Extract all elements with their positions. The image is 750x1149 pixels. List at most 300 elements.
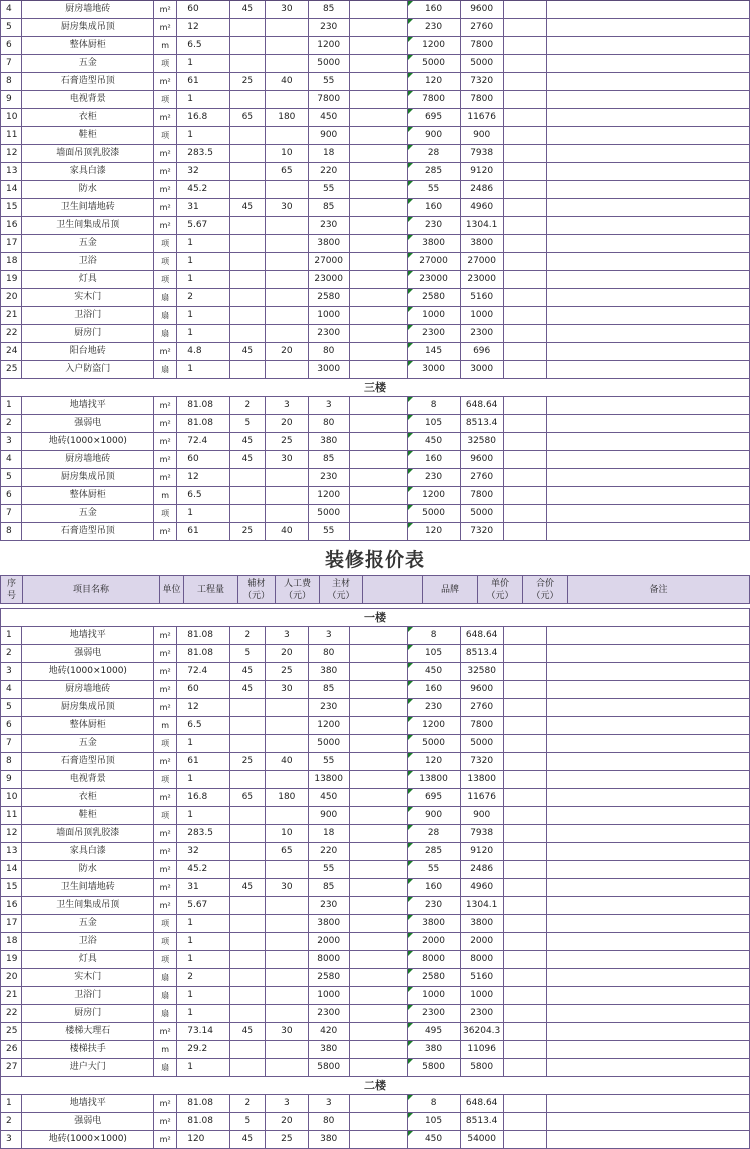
total-price-cell: 4960: [461, 199, 504, 216]
remark-cell: [504, 843, 547, 860]
brand-cell: [350, 735, 408, 752]
remark-cell: [547, 879, 750, 896]
total-price-cell: 2760: [461, 699, 504, 716]
table-row: [0, 307, 750, 325]
remark-cell: [547, 807, 750, 824]
aux-material-cell: [230, 951, 267, 968]
table-header: [0, 575, 750, 604]
unit-cell: m²: [154, 73, 177, 90]
table-row: [0, 55, 750, 73]
unit-cell: 项: [154, 505, 177, 522]
aux-material-cell: 45: [230, 343, 267, 360]
quantity-cell: 60: [177, 1, 229, 18]
labor-cell: 30: [266, 1023, 308, 1040]
main-material-cell: 1200: [309, 37, 350, 54]
unit-cell: m²: [154, 397, 177, 414]
remark-cell: [547, 915, 750, 932]
table-row: [0, 469, 750, 487]
labor-cell: 20: [266, 1113, 308, 1130]
quantity-cell: 1: [177, 127, 229, 144]
main-material-cell: 3800: [309, 915, 350, 932]
unit-price-cell: 8: [408, 1095, 461, 1112]
total-price-cell: 32580: [461, 663, 504, 680]
main-material-cell: 1000: [309, 987, 350, 1004]
quantity-cell: 283.5: [177, 145, 229, 162]
unit-price-cell: 105: [408, 645, 461, 662]
aux-material-cell: 45: [230, 1, 267, 18]
item-name-cell: 石膏造型吊顶: [22, 523, 154, 540]
total-price-cell: 2000: [461, 933, 504, 950]
table-row: [0, 1131, 750, 1149]
aux-material-cell: 45: [230, 663, 267, 680]
unit-price-cell: 695: [408, 109, 461, 126]
labor-cell: [266, 19, 308, 36]
remark-cell: [547, 753, 750, 770]
labor-cell: 65: [266, 843, 308, 860]
unit-price-cell: 3800: [408, 235, 461, 252]
table-row: [0, 951, 750, 969]
quantity-cell: 12: [177, 699, 229, 716]
unit-price-cell: 495: [408, 1023, 461, 1040]
table-row: [0, 73, 750, 91]
brand-cell: [350, 217, 408, 234]
row-number-cell: 4: [0, 681, 22, 698]
labor-cell: 30: [266, 199, 308, 216]
table-row: [0, 397, 750, 415]
main-material-cell: 220: [309, 843, 350, 860]
table-row: [0, 361, 750, 379]
main-material-cell: 13800: [309, 771, 350, 788]
row-number-cell: 2: [0, 1113, 22, 1130]
labor-cell: [266, 55, 308, 72]
labor-cell: [266, 897, 308, 914]
table-row: [0, 163, 750, 181]
quantity-cell: 72.4: [177, 663, 229, 680]
aux-material-cell: [230, 825, 267, 842]
remark-cell: [504, 987, 547, 1004]
brand-cell: [350, 325, 408, 342]
row-number-cell: 6: [0, 487, 22, 504]
unit-cell: m²: [154, 145, 177, 162]
item-name-cell: 地墙找平: [22, 397, 154, 414]
brand-cell: [350, 91, 408, 108]
row-number-cell: 18: [0, 933, 22, 950]
remark-cell: [547, 73, 750, 90]
brand-cell: [350, 163, 408, 180]
quantity-cell: 1: [177, 735, 229, 752]
unit-cell: m²: [154, 753, 177, 770]
header-remark: 备注: [568, 576, 750, 603]
item-name-cell: 整体厨柜: [22, 717, 154, 734]
remark-cell: [547, 1059, 750, 1076]
labor-cell: 30: [266, 681, 308, 698]
unit-cell: m²: [154, 163, 177, 180]
main-material-cell: 55: [309, 523, 350, 540]
header-unit-price: 单价 （元）: [478, 576, 523, 603]
total-price-cell: 54000: [461, 1131, 504, 1148]
remark-cell: [504, 627, 547, 644]
unit-cell: m²: [154, 1131, 177, 1148]
aux-material-cell: 45: [230, 879, 267, 896]
table-row: [0, 699, 750, 717]
brand-cell: [350, 523, 408, 540]
header-blank: [363, 576, 423, 603]
unit-cell: m²: [154, 663, 177, 680]
item-name-cell: 厨房集成吊顶: [22, 19, 154, 36]
brand-cell: [350, 19, 408, 36]
remark-cell: [547, 253, 750, 270]
row-number-cell: 13: [0, 843, 22, 860]
item-name-cell: 地墙找平: [22, 1095, 154, 1112]
row-number-cell: 16: [0, 897, 22, 914]
labor-cell: [266, 861, 308, 878]
remark-cell: [547, 163, 750, 180]
remark-cell: [547, 325, 750, 342]
row-number-cell: 3: [0, 663, 22, 680]
item-name-cell: 强弱电: [22, 415, 154, 432]
labor-cell: [266, 235, 308, 252]
unit-price-cell: 1000: [408, 987, 461, 1004]
aux-material-cell: 25: [230, 753, 267, 770]
unit-price-cell: 5000: [408, 55, 461, 72]
quantity-cell: 81.08: [177, 1113, 229, 1130]
table-row: [0, 1023, 750, 1041]
remark-cell: [547, 289, 750, 306]
labor-cell: [266, 271, 308, 288]
labor-cell: 25: [266, 663, 308, 680]
total-price-cell: 1000: [461, 307, 504, 324]
remark-cell: [547, 681, 750, 698]
unit-price-cell: 2300: [408, 325, 461, 342]
brand-cell: [350, 271, 408, 288]
remark-cell: [504, 397, 547, 414]
item-name-cell: 整体厨柜: [22, 37, 154, 54]
main-material-cell: 230: [309, 19, 350, 36]
unit-cell: 扇: [154, 969, 177, 986]
table-row: [0, 645, 750, 663]
row-number-cell: 5: [0, 19, 22, 36]
item-name-cell: 五金: [22, 505, 154, 522]
row-number-cell: 19: [0, 271, 22, 288]
quantity-cell: 120: [177, 1131, 229, 1148]
aux-material-cell: [230, 127, 267, 144]
table-row: [0, 735, 750, 753]
unit-price-cell: 5000: [408, 505, 461, 522]
table-row: [0, 663, 750, 681]
table-row: [0, 987, 750, 1005]
table-row: [0, 1095, 750, 1113]
unit-price-cell: 160: [408, 1, 461, 18]
item-name-cell: 鞋柜: [22, 127, 154, 144]
aux-material-cell: [230, 325, 267, 342]
page-title: 装修报价表: [324, 549, 425, 571]
row-number-cell: 7: [0, 55, 22, 72]
row-number-cell: 7: [0, 735, 22, 752]
total-price-cell: 900: [461, 127, 504, 144]
aux-material-cell: [230, 843, 267, 860]
header-seq: 序 号: [0, 576, 23, 603]
brand-cell: [350, 933, 408, 950]
aux-material-cell: [230, 969, 267, 986]
unit-cell: m: [154, 37, 177, 54]
remark-cell: [504, 897, 547, 914]
row-number-cell: 6: [0, 717, 22, 734]
main-material-cell: 18: [309, 145, 350, 162]
item-name-cell: 石膏造型吊顶: [22, 73, 154, 90]
unit-cell: m²: [154, 879, 177, 896]
quantity-cell: 1: [177, 951, 229, 968]
quantity-cell: 12: [177, 469, 229, 486]
remark-cell: [547, 663, 750, 680]
unit-cell: m²: [154, 469, 177, 486]
quantity-cell: 1: [177, 253, 229, 270]
unit-price-cell: 230: [408, 469, 461, 486]
total-price-cell: 2300: [461, 1005, 504, 1022]
unit-price-cell: 8: [408, 627, 461, 644]
quantity-cell: 1: [177, 271, 229, 288]
unit-cell: 扇: [154, 361, 177, 378]
item-name-cell: 墙面吊顶乳胶漆: [22, 145, 154, 162]
unit-cell: 扇: [154, 289, 177, 306]
main-material-cell: 230: [309, 469, 350, 486]
quantity-cell: 60: [177, 681, 229, 698]
item-name-cell: 家具白漆: [22, 163, 154, 180]
remark-cell: [547, 451, 750, 468]
aux-material-cell: [230, 915, 267, 932]
quantity-cell: 5.67: [177, 217, 229, 234]
unit-cell: m²: [154, 217, 177, 234]
labor-cell: [266, 253, 308, 270]
quantity-cell: 12: [177, 19, 229, 36]
aux-material-cell: [230, 505, 267, 522]
unit-price-cell: 900: [408, 127, 461, 144]
brand-cell: [350, 1023, 408, 1040]
quantity-cell: 16.8: [177, 109, 229, 126]
unit-price-cell: 450: [408, 1131, 461, 1148]
total-price-cell: 8513.4: [461, 415, 504, 432]
unit-cell: m²: [154, 1023, 177, 1040]
unit-cell: 项: [154, 91, 177, 108]
row-number-cell: 10: [0, 109, 22, 126]
remark-cell: [504, 1131, 547, 1148]
unit-price-cell: 3000: [408, 361, 461, 378]
remark-cell: [547, 37, 750, 54]
aux-material-cell: 45: [230, 681, 267, 698]
labor-cell: [266, 127, 308, 144]
quantity-cell: 1: [177, 987, 229, 1004]
labor-cell: 20: [266, 415, 308, 432]
unit-cell: 项: [154, 807, 177, 824]
aux-material-cell: [230, 289, 267, 306]
aux-material-cell: 65: [230, 789, 267, 806]
main-material-cell: 450: [309, 789, 350, 806]
unit-price-cell: 230: [408, 699, 461, 716]
quantity-cell: 1: [177, 307, 229, 324]
total-price-cell: 3000: [461, 361, 504, 378]
unit-price-cell: 2300: [408, 1005, 461, 1022]
unit-price-cell: 2580: [408, 289, 461, 306]
unit-cell: m²: [154, 627, 177, 644]
brand-cell: [350, 361, 408, 378]
remark-cell: [504, 1005, 547, 1022]
row-number-cell: 3: [0, 433, 22, 450]
item-name-cell: 厨房集成吊顶: [22, 469, 154, 486]
row-number-cell: 4: [0, 451, 22, 468]
main-material-cell: 23000: [309, 271, 350, 288]
total-price-cell: 7320: [461, 753, 504, 770]
table-row: [0, 433, 750, 451]
quantity-cell: 1: [177, 807, 229, 824]
remark-cell: [547, 433, 750, 450]
unit-cell: m²: [154, 1095, 177, 1112]
aux-material-cell: [230, 771, 267, 788]
table-row: [0, 753, 750, 771]
item-name-cell: 进户大门: [22, 1059, 154, 1076]
item-name-cell: 楼梯扶手: [22, 1041, 154, 1058]
brand-cell: [350, 663, 408, 680]
item-name-cell: 五金: [22, 735, 154, 752]
main-material-cell: 85: [309, 681, 350, 698]
item-name-cell: 厨房门: [22, 325, 154, 342]
table-row: [0, 933, 750, 951]
row-number-cell: 17: [0, 915, 22, 932]
remark-cell: [547, 1023, 750, 1040]
brand-cell: [350, 789, 408, 806]
labor-cell: [266, 717, 308, 734]
quantity-cell: 61: [177, 73, 229, 90]
labor-cell: 30: [266, 1, 308, 18]
main-material-cell: 3800: [309, 235, 350, 252]
table-row: [0, 969, 750, 987]
item-name-cell: 地砖(1000×1000): [22, 663, 154, 680]
unit-cell: m²: [154, 433, 177, 450]
labor-cell: [266, 987, 308, 1004]
unit-cell: m²: [154, 415, 177, 432]
unit-price-cell: 1200: [408, 487, 461, 504]
aux-material-cell: 2: [230, 627, 267, 644]
aux-material-cell: 5: [230, 415, 267, 432]
table-row: [0, 681, 750, 699]
table-row: [0, 879, 750, 897]
unit-price-cell: 2000: [408, 933, 461, 950]
quantity-cell: 61: [177, 523, 229, 540]
remark-cell: [504, 19, 547, 36]
labor-cell: [266, 915, 308, 932]
table-row: [0, 145, 750, 163]
brand-cell: [350, 487, 408, 504]
quantity-cell: 4.8: [177, 343, 229, 360]
unit-cell: m²: [154, 109, 177, 126]
quantity-cell: 81.08: [177, 415, 229, 432]
header-item-name: 项目名称: [23, 576, 160, 603]
item-name-cell: 石膏造型吊顶: [22, 753, 154, 770]
aux-material-cell: [230, 699, 267, 716]
brand-cell: [350, 771, 408, 788]
item-name-cell: 卫浴门: [22, 987, 154, 1004]
remark-cell: [547, 843, 750, 860]
aux-material-cell: [230, 217, 267, 234]
brand-cell: [350, 897, 408, 914]
item-name-cell: 卫生间墙地砖: [22, 199, 154, 216]
total-price-cell: 7320: [461, 73, 504, 90]
labor-cell: [266, 37, 308, 54]
unit-price-cell: 160: [408, 451, 461, 468]
quantity-cell: 45.2: [177, 181, 229, 198]
total-price-cell: 11676: [461, 109, 504, 126]
total-price-cell: 3800: [461, 915, 504, 932]
main-material-cell: 5800: [309, 1059, 350, 1076]
total-price-cell: 4960: [461, 879, 504, 896]
remark-cell: [504, 163, 547, 180]
brand-cell: [350, 1059, 408, 1076]
aux-material-cell: [230, 861, 267, 878]
unit-cell: 项: [154, 933, 177, 950]
labor-cell: 3: [266, 627, 308, 644]
total-price-cell: 2760: [461, 19, 504, 36]
row-number-cell: 22: [0, 1005, 22, 1022]
table-row: [0, 771, 750, 789]
table-row: [0, 127, 750, 145]
aux-material-cell: 45: [230, 433, 267, 450]
unit-price-cell: 1200: [408, 37, 461, 54]
remark-cell: [547, 1095, 750, 1112]
remark-cell: [504, 1059, 547, 1076]
remark-cell: [504, 289, 547, 306]
remark-cell: [547, 717, 750, 734]
brand-cell: [350, 37, 408, 54]
unit-cell: m²: [154, 843, 177, 860]
total-price-cell: 7938: [461, 145, 504, 162]
total-price-cell: 5000: [461, 55, 504, 72]
table-row: [0, 717, 750, 735]
unit-price-cell: 55: [408, 861, 461, 878]
remark-cell: [547, 181, 750, 198]
labor-cell: [266, 289, 308, 306]
unit-cell: 项: [154, 235, 177, 252]
aux-material-cell: [230, 91, 267, 108]
main-material-cell: 900: [309, 807, 350, 824]
main-material-cell: 85: [309, 879, 350, 896]
row-number-cell: 8: [0, 523, 22, 540]
aux-material-cell: [230, 235, 267, 252]
remark-cell: [547, 397, 750, 414]
item-name-cell: 卫生间墙地砖: [22, 879, 154, 896]
item-name-cell: 厨房集成吊顶: [22, 699, 154, 716]
brand-cell: [350, 505, 408, 522]
remark-cell: [504, 789, 547, 806]
brand-cell: [350, 343, 408, 360]
unit-cell: 项: [154, 55, 177, 72]
unit-price-cell: 900: [408, 807, 461, 824]
unit-cell: 项: [154, 735, 177, 752]
remark-cell: [504, 1, 547, 18]
total-price-cell: 11676: [461, 789, 504, 806]
labor-cell: [266, 699, 308, 716]
row-number-cell: 15: [0, 199, 22, 216]
main-material-cell: 2000: [309, 933, 350, 950]
unit-price-cell: 5000: [408, 735, 461, 752]
table-row: [0, 487, 750, 505]
table-row: [0, 1113, 750, 1131]
table-row: [0, 91, 750, 109]
labor-cell: 10: [266, 825, 308, 842]
quantity-cell: 81.08: [177, 627, 229, 644]
item-name-cell: 楼梯大理石: [22, 1023, 154, 1040]
brand-cell: [350, 55, 408, 72]
labor-cell: [266, 1041, 308, 1058]
labor-cell: [266, 807, 308, 824]
remark-cell: [504, 235, 547, 252]
